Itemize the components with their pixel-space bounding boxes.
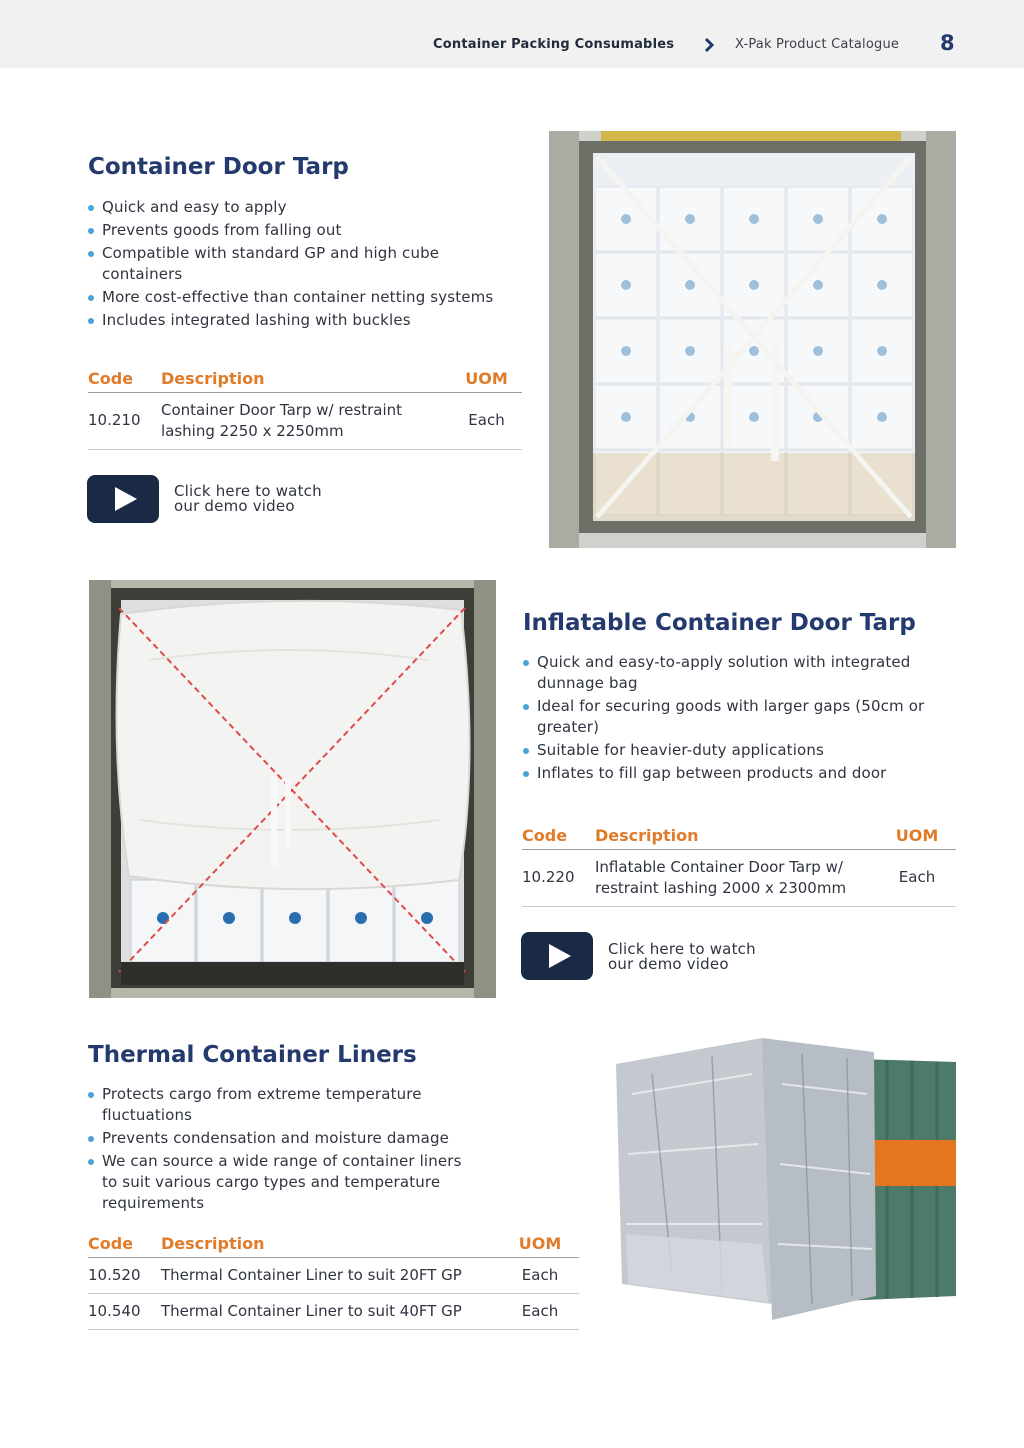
video-link-line: Click here to watch [608, 940, 756, 958]
play-icon [549, 944, 571, 968]
product-table [88, 366, 522, 450]
cell-code: 10.540 [88, 1293, 161, 1329]
video-link[interactable] [608, 942, 756, 972]
feature-list [87, 1084, 487, 1216]
table-row [522, 849, 956, 906]
table-row [88, 1293, 579, 1329]
cell-uom: Each [501, 1257, 579, 1293]
breadcrumb-catalogue[interactable]: X-Pak Product Catalogue [735, 37, 900, 52]
cell-description: Inflatable Container Door Tarp w/ restraint lashing 2000 x 2300mm [595, 849, 878, 906]
product-table [522, 823, 956, 907]
feature-list [522, 652, 952, 786]
column-header-description: Description [161, 366, 451, 392]
video-link-line: our demo video [608, 955, 729, 973]
thermal-liner-photo [612, 1034, 956, 1320]
feature-item: Inflates to fill gap between products and door [522, 763, 952, 784]
breadcrumb-section[interactable]: Container Packing Consumables [433, 37, 675, 52]
feature-list [87, 197, 527, 333]
cell-uom: Each [501, 1293, 579, 1329]
feature-item: Ideal for securing goods with larger gaps (50cm or greater) [522, 696, 952, 738]
column-header-code: Code [522, 823, 595, 849]
cell-uom: Each [878, 849, 956, 906]
feature-item: Protects cargo from extreme temperature fluctuations [87, 1084, 487, 1126]
feature-item: Quick and easy to apply [87, 197, 527, 218]
feature-item: Includes integrated lashing with buckles [87, 310, 527, 331]
product-title: Thermal Container Liners [88, 1042, 417, 1068]
product-title: Container Door Tarp [88, 154, 349, 180]
column-header-uom: UOM [501, 1231, 579, 1257]
cell-uom: Each [451, 392, 522, 449]
cell-code: 10.520 [88, 1257, 161, 1293]
column-header-code: Code [88, 366, 161, 392]
play-video-button[interactable] [87, 475, 159, 523]
feature-item: Prevents condensation and moisture damage [87, 1128, 487, 1149]
cell-code: 10.220 [522, 849, 595, 906]
product-table [88, 1231, 579, 1330]
play-icon [115, 487, 137, 511]
column-header-uom: UOM [878, 823, 956, 849]
feature-item: We can source a wide range of container liners to suit various cargo types and temperature requirements [87, 1151, 487, 1214]
play-video-button[interactable] [521, 932, 593, 980]
table-row [88, 392, 522, 449]
product-title: Inflatable Container Door Tarp [523, 610, 916, 636]
page-number: 8 [940, 31, 955, 55]
inflatable-door-tarp-photo [89, 580, 496, 998]
video-link-line: Click here to watch [174, 482, 322, 500]
video-link-line: our demo video [174, 497, 295, 515]
column-header-uom: UOM [451, 366, 522, 392]
column-header-code: Code [88, 1231, 161, 1257]
cell-description: Thermal Container Liner to suit 20FT GP [161, 1257, 501, 1293]
feature-item: Compatible with standard GP and high cube containers [87, 243, 527, 285]
cell-description: Container Door Tarp w/ restraint lashing 2250 x 2250mm [161, 392, 451, 449]
feature-item: Quick and easy-to-apply solution with integrated dunnage bag [522, 652, 952, 694]
table-row [88, 1257, 579, 1293]
cell-description: Thermal Container Liner to suit 40FT GP [161, 1293, 501, 1329]
column-header-description: Description [595, 823, 878, 849]
video-link[interactable] [174, 484, 322, 514]
feature-item: Suitable for heavier-duty applications [522, 740, 952, 761]
chevron-right-icon [701, 37, 717, 53]
container-door-tarp-photo [549, 131, 956, 548]
cell-code: 10.210 [88, 392, 161, 449]
column-header-description: Description [161, 1231, 501, 1257]
feature-item: More cost-effective than container netting systems [87, 287, 527, 308]
feature-item: Prevents goods from falling out [87, 220, 527, 241]
page-header [0, 0, 1024, 68]
